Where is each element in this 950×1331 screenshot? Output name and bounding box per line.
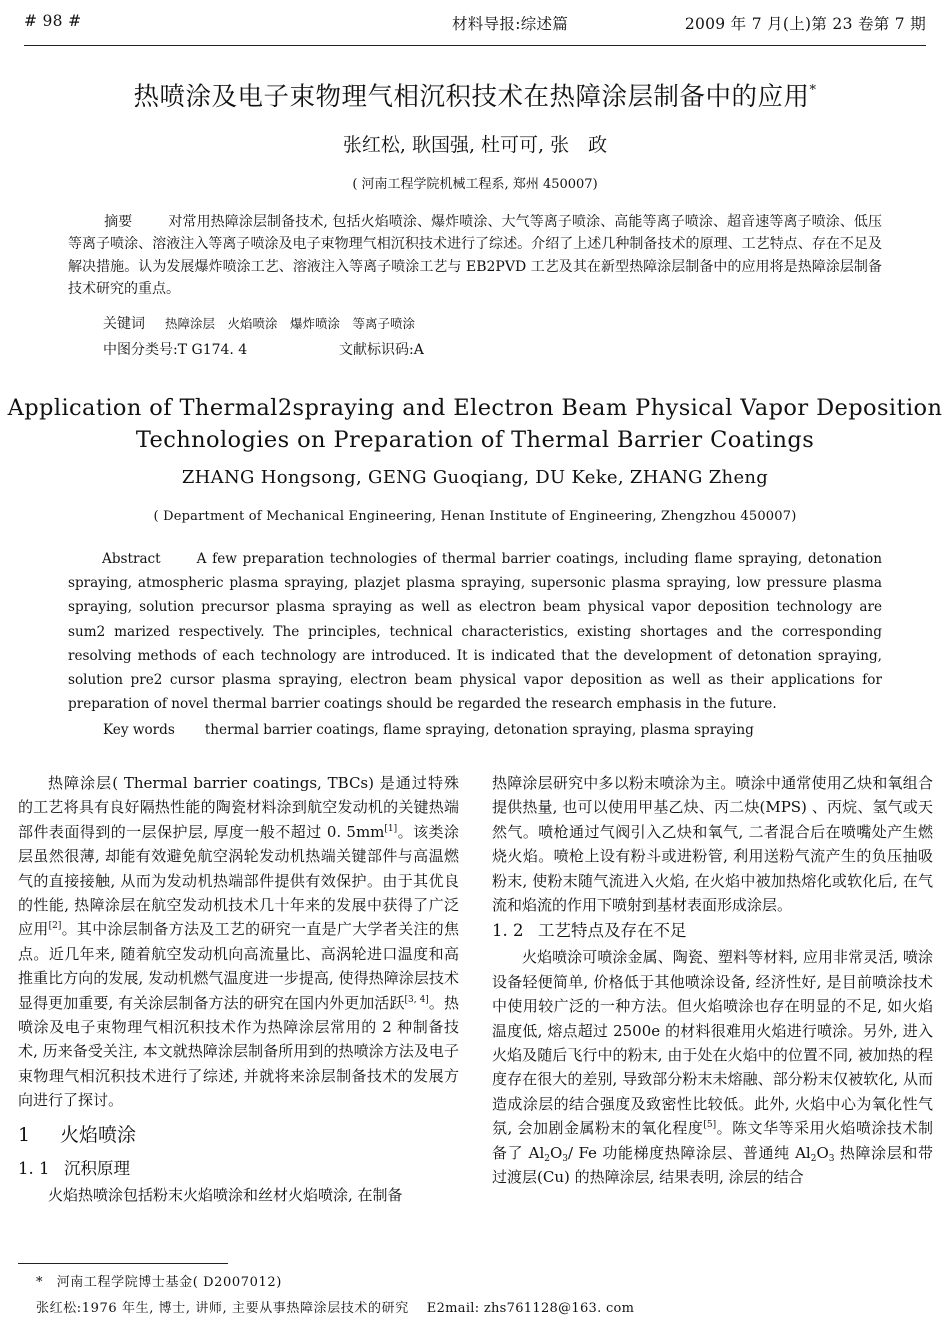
- s12-text-3: O: [549, 1143, 563, 1162]
- english-abstract: [68, 547, 882, 716]
- author-bio: 张红松:1976 年生, 博士, 讲师, 主要从事热障涂层技术的研究: [36, 1301, 409, 1316]
- section-1-1-paragraph-start: 火焰热喷涂包括粉末火焰喷涂和丝材火焰喷涂, 在制备: [48, 1185, 403, 1204]
- running-head: [24, 12, 926, 38]
- citation-1: [1]: [384, 823, 398, 834]
- s12-text-1: 火焰喷涂可喷涂金属、陶瓷、塑料等材料, 应用非常灵活, 喷涂设备轻便简单, 价格低于其他喷涂设备, 经济性好, 是目前喷涂技术中使用较广泛的一种方法。但火焰喷涂也存在明显的不足, 如火焰温度低, 熔点超过 2500e 的材料很难用火焰进行喷涂。另外, 进入火焰及随后飞行中的粉末, 由于处在火焰中的位置不同, 被加热的程度存在很大的差别, 导致部分粉末未熔融、部分粉末仅被软化, 从而造成涂层的结合强度及致密性比较低。此外, 火焰中心为氧化性气氛, 会加剧金属粉末的氧化程度: [492, 948, 933, 1138]
- journal-section: 材料导报:综述篇: [452, 15, 569, 33]
- footnotes: [36, 1270, 916, 1322]
- s12-text-5: O: [816, 1143, 829, 1162]
- intro-paragraph: [18, 771, 459, 1113]
- english-keywords-label: Key words: [103, 722, 175, 738]
- section-1-2-title: 工艺特点及存在不足: [538, 921, 687, 941]
- chinese-abstract-text: 对常用热障涂层制备技术, 包括火焰喷涂、爆炸喷涂、大气等离子喷涂、高能等离子喷涂、超音速等离子喷涂、低压等离子喷涂、溶液注入等离子喷涂及电子束物理气相沉积技术进行了综述。介绍了上述几种制备技术的原理、工艺特点、存在不足及解决措施。认为发展爆炸喷涂工艺、溶液注入等离子喷涂工艺与 EB2PVD 工艺及其在新型热障涂层制备中的应用将是热障涂层制备技术研究的重点。: [68, 214, 883, 297]
- chinese-title: [0, 77, 950, 113]
- s12-text-6: 热障涂层和带过渡层(Cu) 的热障涂层, 结果表明, 涂层的结合: [492, 1143, 933, 1187]
- section-1-2-heading: [492, 917, 933, 945]
- fund-note: * 河南工程学院博士基金( D2007012): [36, 1275, 282, 1290]
- chinese-keywords: [103, 313, 415, 333]
- intro-text-3: 。其中涂层制备方法及工艺的研究一直是广大学者关注的焦点。近几年来, 随着航空发动机向高流量比、高涡轮进口温度和高推重比方向的发展, 发动机燃气温度进一步提高, 使得热障涂层技术显得更加重要, 有关涂层制备方法的研究在国内外更加活跃: [18, 920, 459, 1012]
- issue-info: 2009 年 7 月(上)第 23 卷第 7 期: [684, 15, 926, 33]
- english-authors: ZHANG Hongsong, GENG Guoqiang, DU Keke, ZHANG Zheng: [181, 467, 769, 488]
- author-email: E2mail: zhs761128@163. com: [426, 1301, 635, 1316]
- body-right-column: [492, 771, 933, 1190]
- section-1-2-number: 1. 2: [492, 921, 524, 941]
- intro-text-2: 。该类涂层虽然很薄, 却能有效避免航空涡轮发动机热端关键部件与高温燃气的直接接触, 从而为发动机热端部件提供有效保护。由于其优良的性能, 热障涂层在航空发动机技术几十年来的发展中获得了广泛应用: [18, 822, 459, 939]
- section-1-1-paragraph-continued: 热障涂层研究中多以粉末喷涂为主。喷涂中通常使用乙炔和氧组合提供热量, 也可以使用甲基乙炔、丙二炔(MPS) 、丙烷、氢气或天然气。喷枪通过气阀引入乙炔和氧气, 二者混合后在喷嘴处产生燃烧火焰。喷枪上设有粉斗或进粉管, 利用送粉气流产生的负压抽吸粉末, 使粉末随气流进入火焰, 在火焰中被加热熔化或软化后, 在气流和焰流的作用下喷射到基材表面形成涂层。: [492, 774, 933, 915]
- subscript: 2: [544, 1153, 550, 1164]
- title-footnote-mark: *: [809, 83, 817, 98]
- chinese-title-text: 热喷涂及电子束物理气相沉积技术在热障涂层制备中的应用: [133, 82, 810, 112]
- english-abstract-label: Abstract: [102, 551, 161, 567]
- header-rule: [24, 45, 926, 46]
- english-title-line-2: Technologies on Preparation of Thermal Barrier Coatings: [135, 427, 815, 453]
- section-1-2-paragraph: [492, 945, 933, 1189]
- chinese-affiliation: ( 河南工程学院机械工程系, 郑州 450007): [352, 177, 598, 192]
- chinese-abstract-label: 摘要: [104, 214, 133, 230]
- section-1-1-title: 沉积原理: [64, 1158, 130, 1178]
- english-title-line-1: Application of Thermal2spraying and Electron Beam Physical Vapor Deposition: [7, 395, 943, 421]
- section-1-1-number: 1. 1: [18, 1158, 50, 1178]
- english-affiliation: ( Department of Mechanical Engineering, Henan Institute of Engineering, Zhengzhou 450007): [153, 509, 797, 524]
- english-keywords-text: thermal barrier coatings, flame spraying, detonation spraying, plasma spraying: [204, 722, 754, 738]
- section-1-1-heading: [18, 1155, 459, 1183]
- document-code: 文献标识码:A: [339, 342, 424, 358]
- english-abstract-text: A few preparation technologies of thermal barrier coatings, including flame spraying, detonation spraying, atmospheric plasma spraying, plazjet plasma spraying, supersonic plasma spraying, low pressure plasma spraying, solution precursor plasma spraying as well as electron beam physical vapor deposition technology are sum2 marized respectively. The principles, technical characteristics, existing shortages and the corresponding resolving methods of each technology are introduced. It is indicated that the development of detonation spraying, solution pre2 cursor plasma spraying, electron beam physical vapor deposition as well as their applications for preparation of novel thermal barrier coatings should be regarded the research emphasis in the future.: [68, 551, 882, 713]
- english-title: [0, 392, 950, 456]
- section-1-number: 1: [18, 1123, 31, 1146]
- citation-5: [5]: [703, 1120, 717, 1131]
- classification-number: 中图分类号:T G174. 4: [103, 342, 248, 358]
- footnote-rule: [18, 1263, 228, 1264]
- section-1-heading: [18, 1119, 459, 1151]
- chinese-keywords-text: 热障涂层 火焰喷涂 爆炸喷涂 等离子喷涂: [165, 316, 416, 331]
- subscript: 3: [562, 1153, 569, 1164]
- author-note: [36, 1296, 916, 1322]
- body-left-column: [18, 771, 459, 1207]
- chinese-keywords-label: 关键词: [103, 316, 145, 332]
- citation-2: [2]: [48, 921, 62, 932]
- intro-text-4: 。热喷涂及电子束物理气相沉积技术作为热障涂层常用的 2 种制备技术, 历来备受关注, 本文就热障涂层制备所用到的热喷涂方法及电子束物理气相沉积技术进行了综述, 并就将来涂层制备技术的发展方向进行了探讨。: [18, 993, 459, 1110]
- chinese-authors: 张红松, 耿国强, 杜可可, 张 政: [342, 134, 608, 156]
- s12-text-2: 。陈文华等采用火焰喷涂技术制备了 Al: [492, 1119, 933, 1162]
- citation-3-4: [3, 4]: [404, 994, 429, 1005]
- subscript: 2: [810, 1153, 817, 1164]
- section-1-title: 火焰喷涂: [60, 1123, 137, 1146]
- english-keywords: [103, 722, 754, 738]
- intro-text-1: 热障涂层( Thermal barrier coatings, TBCs) 是通过特殊的工艺将具有良好隔热性能的陶瓷材料涂到航空发动机的关键热端部件表面得到的一层保护层, 厚度一般不超过 0. 5mm: [18, 774, 459, 841]
- classification-line: [103, 339, 424, 359]
- s12-text-4: / Fe 功能梯度热障涂层、普通纯 Al: [568, 1143, 811, 1162]
- page-number: # 98 #: [24, 12, 82, 30]
- subscript: 3: [828, 1153, 835, 1164]
- chinese-abstract: [68, 211, 882, 300]
